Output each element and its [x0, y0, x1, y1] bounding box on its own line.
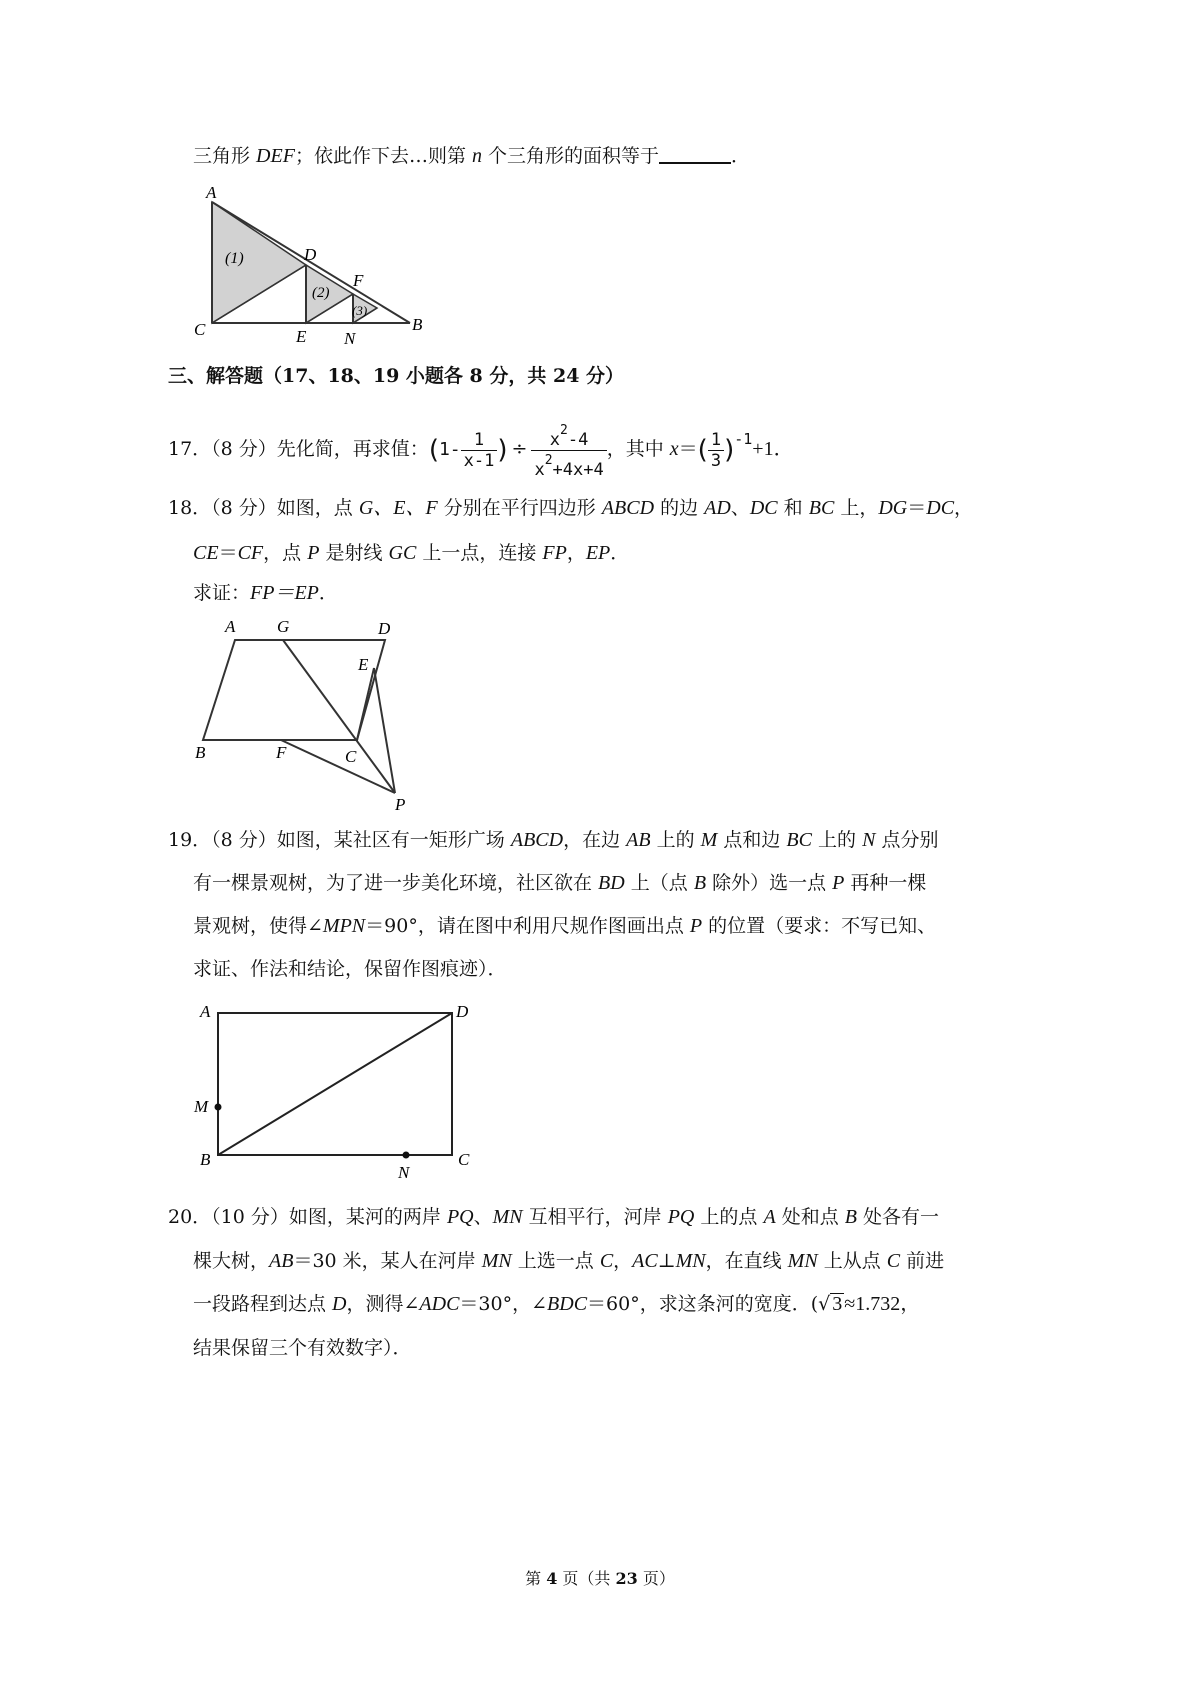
- point-M[interactable]: [215, 1104, 222, 1111]
- label-A: A: [206, 183, 217, 202]
- label-B: B: [412, 315, 423, 334]
- label-C: C: [194, 320, 206, 339]
- answer-blank[interactable]: [659, 144, 731, 164]
- q18-line-2: CE＝CF，点 P 是射线 GC 上一点，连接 FP，EP．: [193, 542, 630, 564]
- label-E: E: [296, 327, 307, 346]
- region-label-3: (3): [352, 303, 368, 318]
- label-A: A: [225, 617, 236, 636]
- q19-line-4: 求证、作法和结论，保留作图痕迹）．: [193, 958, 507, 980]
- fraction-1: $\frac{1}{x-1}$: [461, 430, 498, 471]
- label-A: A: [200, 1002, 211, 1021]
- label-N: N: [398, 1163, 410, 1182]
- label-G: G: [277, 617, 290, 636]
- label-D: D: [304, 245, 317, 264]
- label-D: D: [456, 1002, 469, 1021]
- q20-line-4: 结果保留三个有效数字）．: [193, 1337, 412, 1359]
- label-F: F: [276, 743, 287, 762]
- label-F: F: [353, 271, 364, 290]
- point-N[interactable]: [403, 1152, 410, 1159]
- q17: 17．（8 分）先化简，再求值：(1- $\frac{1}{x-1}$ ) ÷ $\frac{x^2-4}{x^2+4x+4}$ ，其中 x＝( $\frac{1}{3}$ )$^{-1}$+1．: [168, 422, 794, 480]
- q18-line-1: 18．（8 分）如图，点 G、E、F 分别在平行四边形 ABCD 的边 AD、DC 和 BC 上，DG＝DC，: [168, 497, 974, 519]
- label-D: D: [378, 619, 391, 638]
- q20-line-2: 棵大树，AB＝30 米，某人在河岸 MN 上选一点 C，AC⊥MN，在直线 MN 上从点 C 前进: [193, 1250, 945, 1272]
- label-B: B: [200, 1150, 211, 1169]
- q19-rectangle-figure: [190, 995, 490, 1190]
- q16-triangle-figure: [190, 180, 430, 350]
- label-N: N: [344, 329, 356, 348]
- q18-parallelogram-figure: [185, 610, 425, 820]
- q19-line-1: 19．（8 分）如图，某社区有一矩形广场 ABCD，在边 AB 上的 M 点和边 BC 上的 N 点分别: [168, 829, 939, 851]
- section-title: 三、解答题（17、18、19 小题各 8 分，共 24 分）: [168, 365, 625, 387]
- region-label-1: (1): [225, 250, 244, 267]
- fraction-2: $\frac{x^2-4}{x^2+4x+4}$: [531, 421, 606, 480]
- page-footer: 第 4 页（共 23 页）: [525, 1569, 675, 1588]
- q19-line-2: 有一棵景观树，为了进一步美化环境，社区欲在 BD 上（点 B 除外）选一点 P 再种一棵: [193, 872, 927, 894]
- label-M: M: [194, 1097, 209, 1116]
- region-label-2: (2): [312, 285, 330, 301]
- q20-line-1: 20．（10 分）如图，某河的两岸 PQ、MN 互相平行，河岸 PQ 上的点 A 处和点 B 处各有一: [168, 1206, 940, 1228]
- label-E: E: [358, 655, 369, 674]
- label-P: P: [395, 795, 406, 814]
- label-C: C: [345, 747, 357, 766]
- label-B: B: [195, 743, 206, 762]
- label-C: C: [458, 1150, 470, 1169]
- fraction-3: $\frac{1}{3}$: [708, 430, 724, 471]
- sqrt-symbol: √: [818, 1293, 831, 1315]
- q18-prove: 求证：FP＝EP．: [193, 582, 338, 604]
- q20-line-3: 一段路程到达点 D，测得∠ADC＝30°，∠BDC＝60°，求这条河的宽度．(√ 3 ≈1.732，: [193, 1293, 921, 1315]
- q16-text: 三角形 DEF；依此作下去…则第 n 个三角形的面积等于 ．: [193, 145, 751, 167]
- q19-line-3: 景观树，使得∠MPN＝90°，请在图中利用尺规作图画出点 P 的位置（要求：不写已知、: [193, 915, 937, 937]
